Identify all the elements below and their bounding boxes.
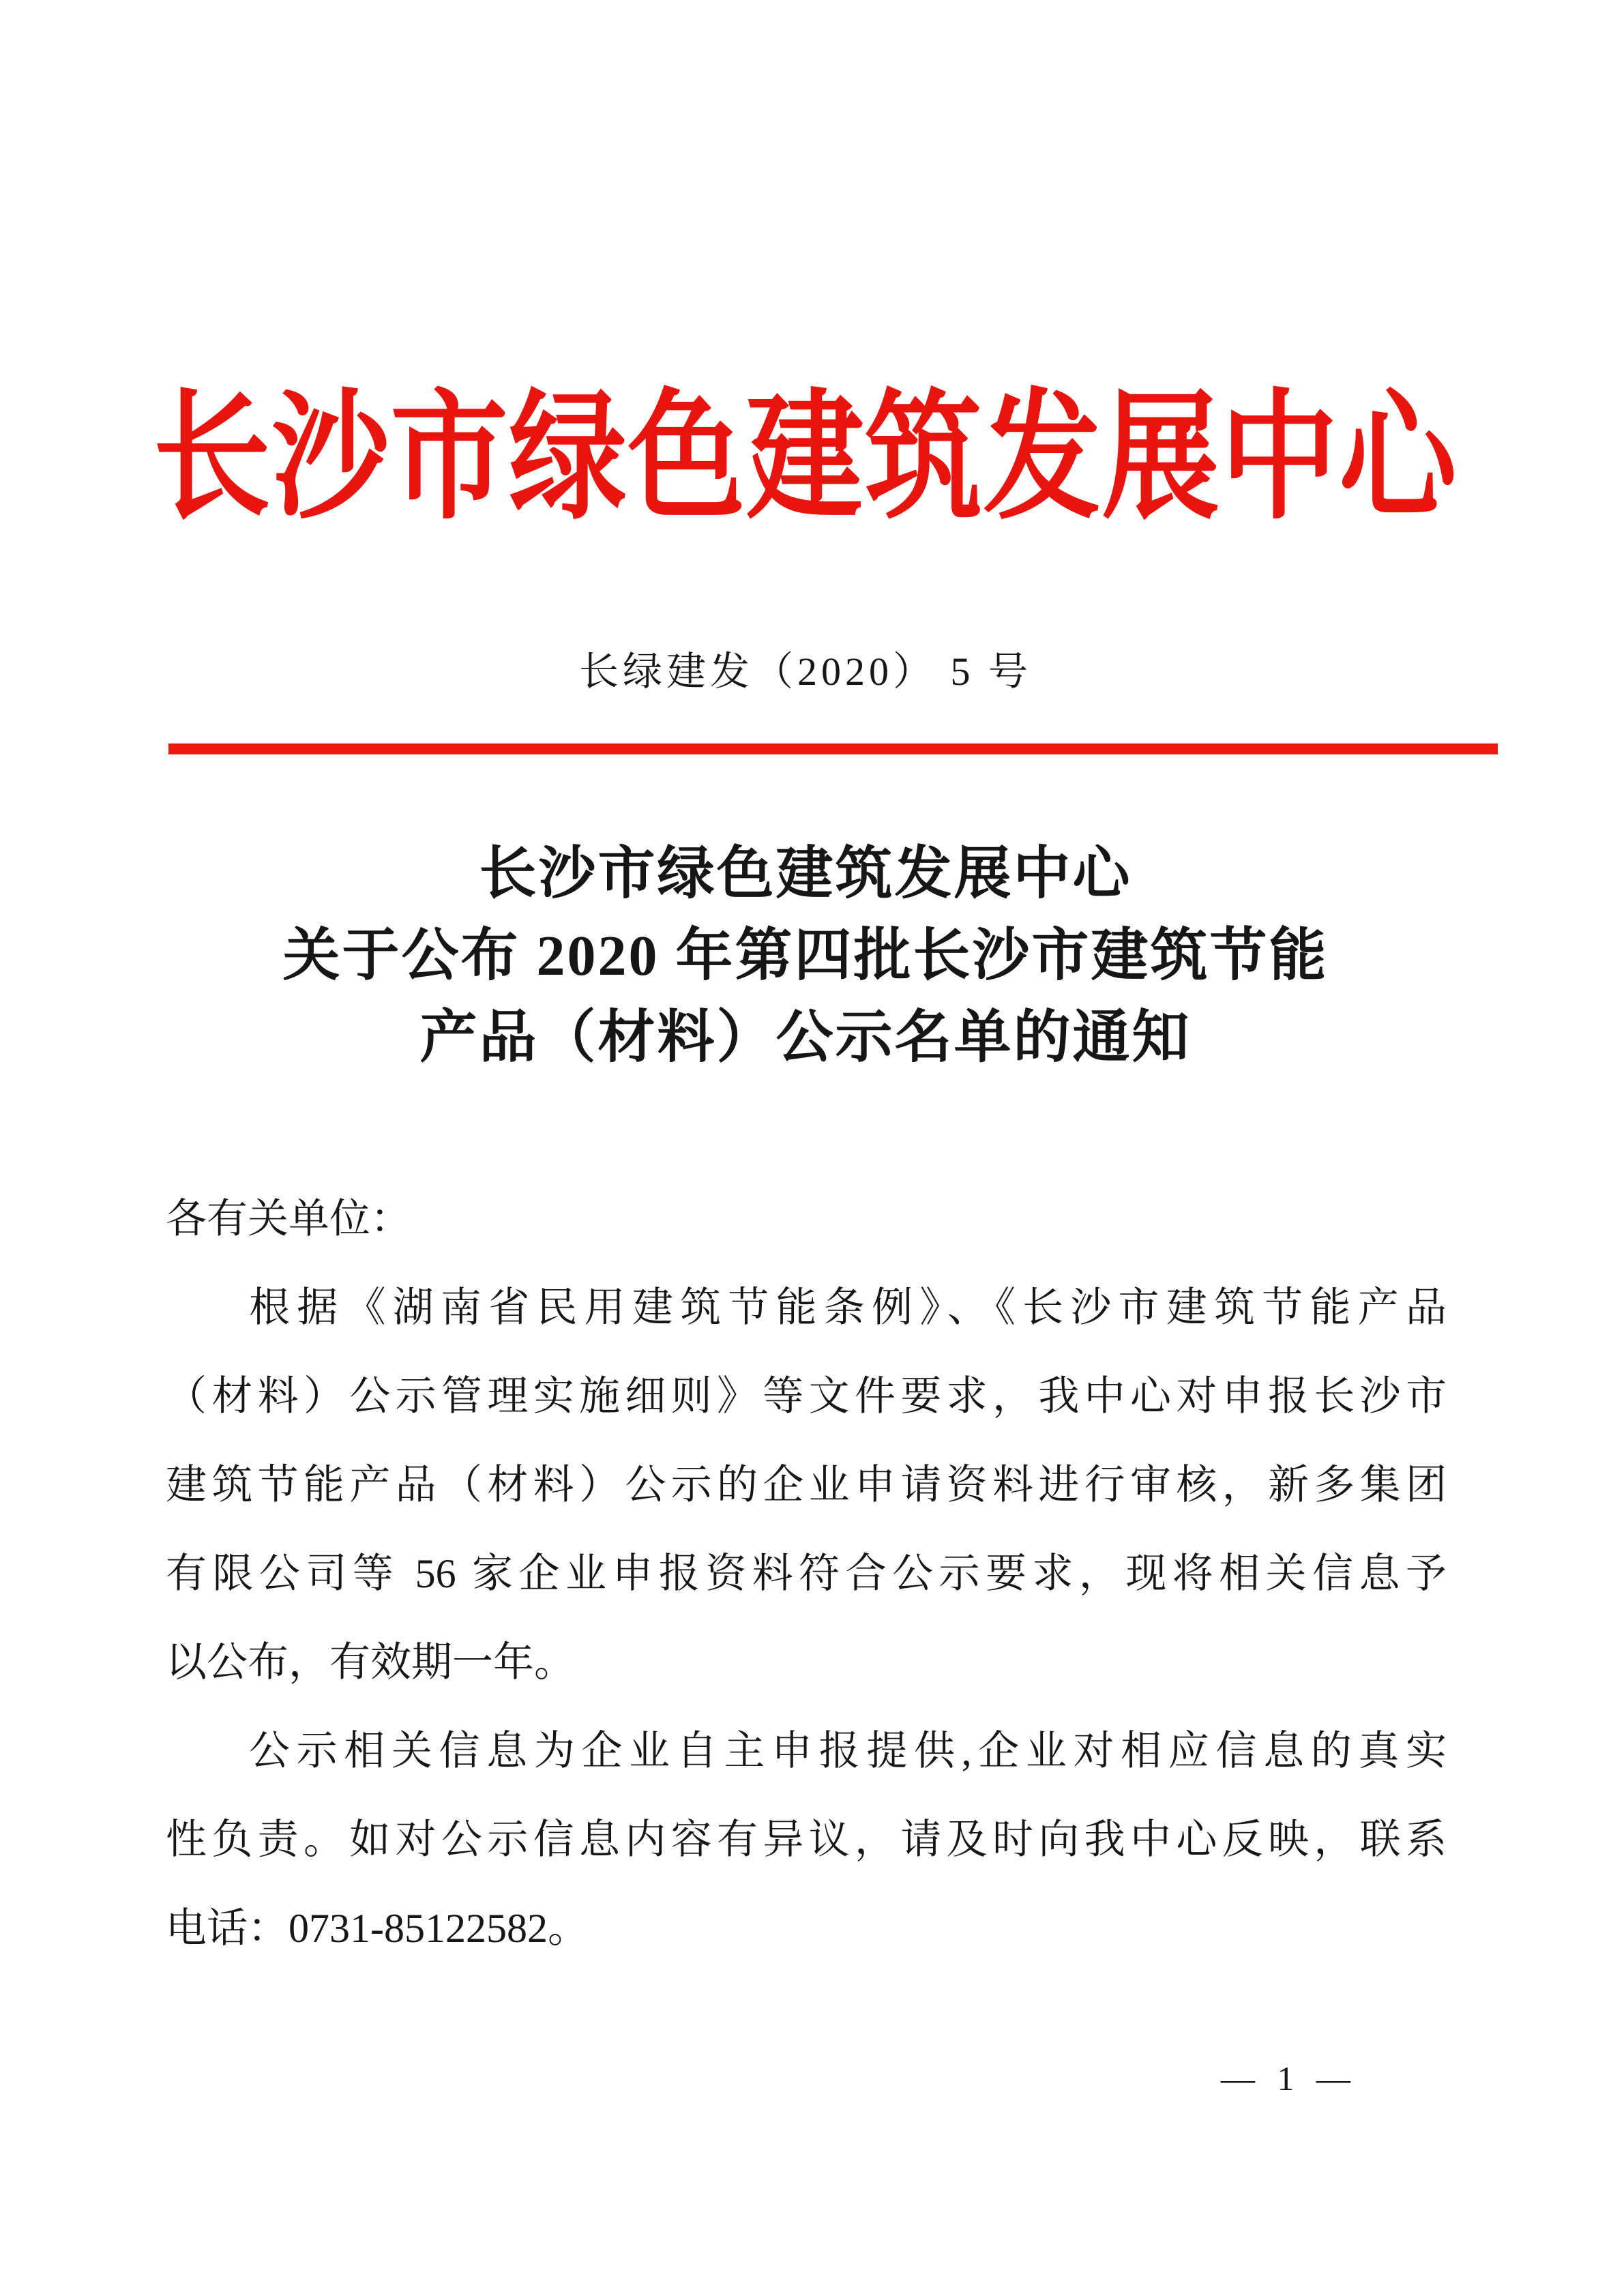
body-line: 有限公司等 56 家企业申报资料符合公示要求，现将相关信息予 — [166, 1551, 1447, 1596]
body-line: 公示相关信息为企业自主申报提供,企业对相应信息的真实 — [249, 1728, 1447, 1773]
body-line: 根据《湖南省民用建筑节能条例》、《长沙市建筑节能产品 — [249, 1285, 1447, 1330]
body-text — [166, 1175, 1447, 1973]
title-line-3: 产品（材料）公示名单的通知 — [419, 1006, 1192, 1070]
body-line: （材料）公示管理实施细则》等文件要求，我中心对申报长沙市 — [166, 1374, 1447, 1419]
page-number: — 1 — — [1221, 2059, 1357, 2098]
document-title — [0, 834, 1611, 1079]
doc-reference-number: 长绿建发（2020） 5 号 — [578, 649, 1032, 694]
masthead-org-title: 长沙市绿色建筑发展中心 — [153, 381, 1458, 536]
red-divider-rule — [168, 744, 1498, 754]
body-line: 性负责。如对公示信息内容有异议，请及时向我中心反映，联系 — [166, 1817, 1447, 1862]
body-line: 电话：0731-85122582。 — [166, 1906, 589, 1951]
title-line-2: 关于公布 2020 年第四批长沙市建筑节能 — [282, 924, 1329, 988]
body-line: 以公布，有效期一年。 — [166, 1640, 575, 1685]
body-line: 建筑节能产品（材料）公示的企业申请资料进行审核，新多集团 — [166, 1462, 1447, 1507]
title-line-1: 长沙市绿色建筑发展中心 — [479, 842, 1132, 906]
salutation-line: 各有关单位： — [166, 1196, 411, 1241]
